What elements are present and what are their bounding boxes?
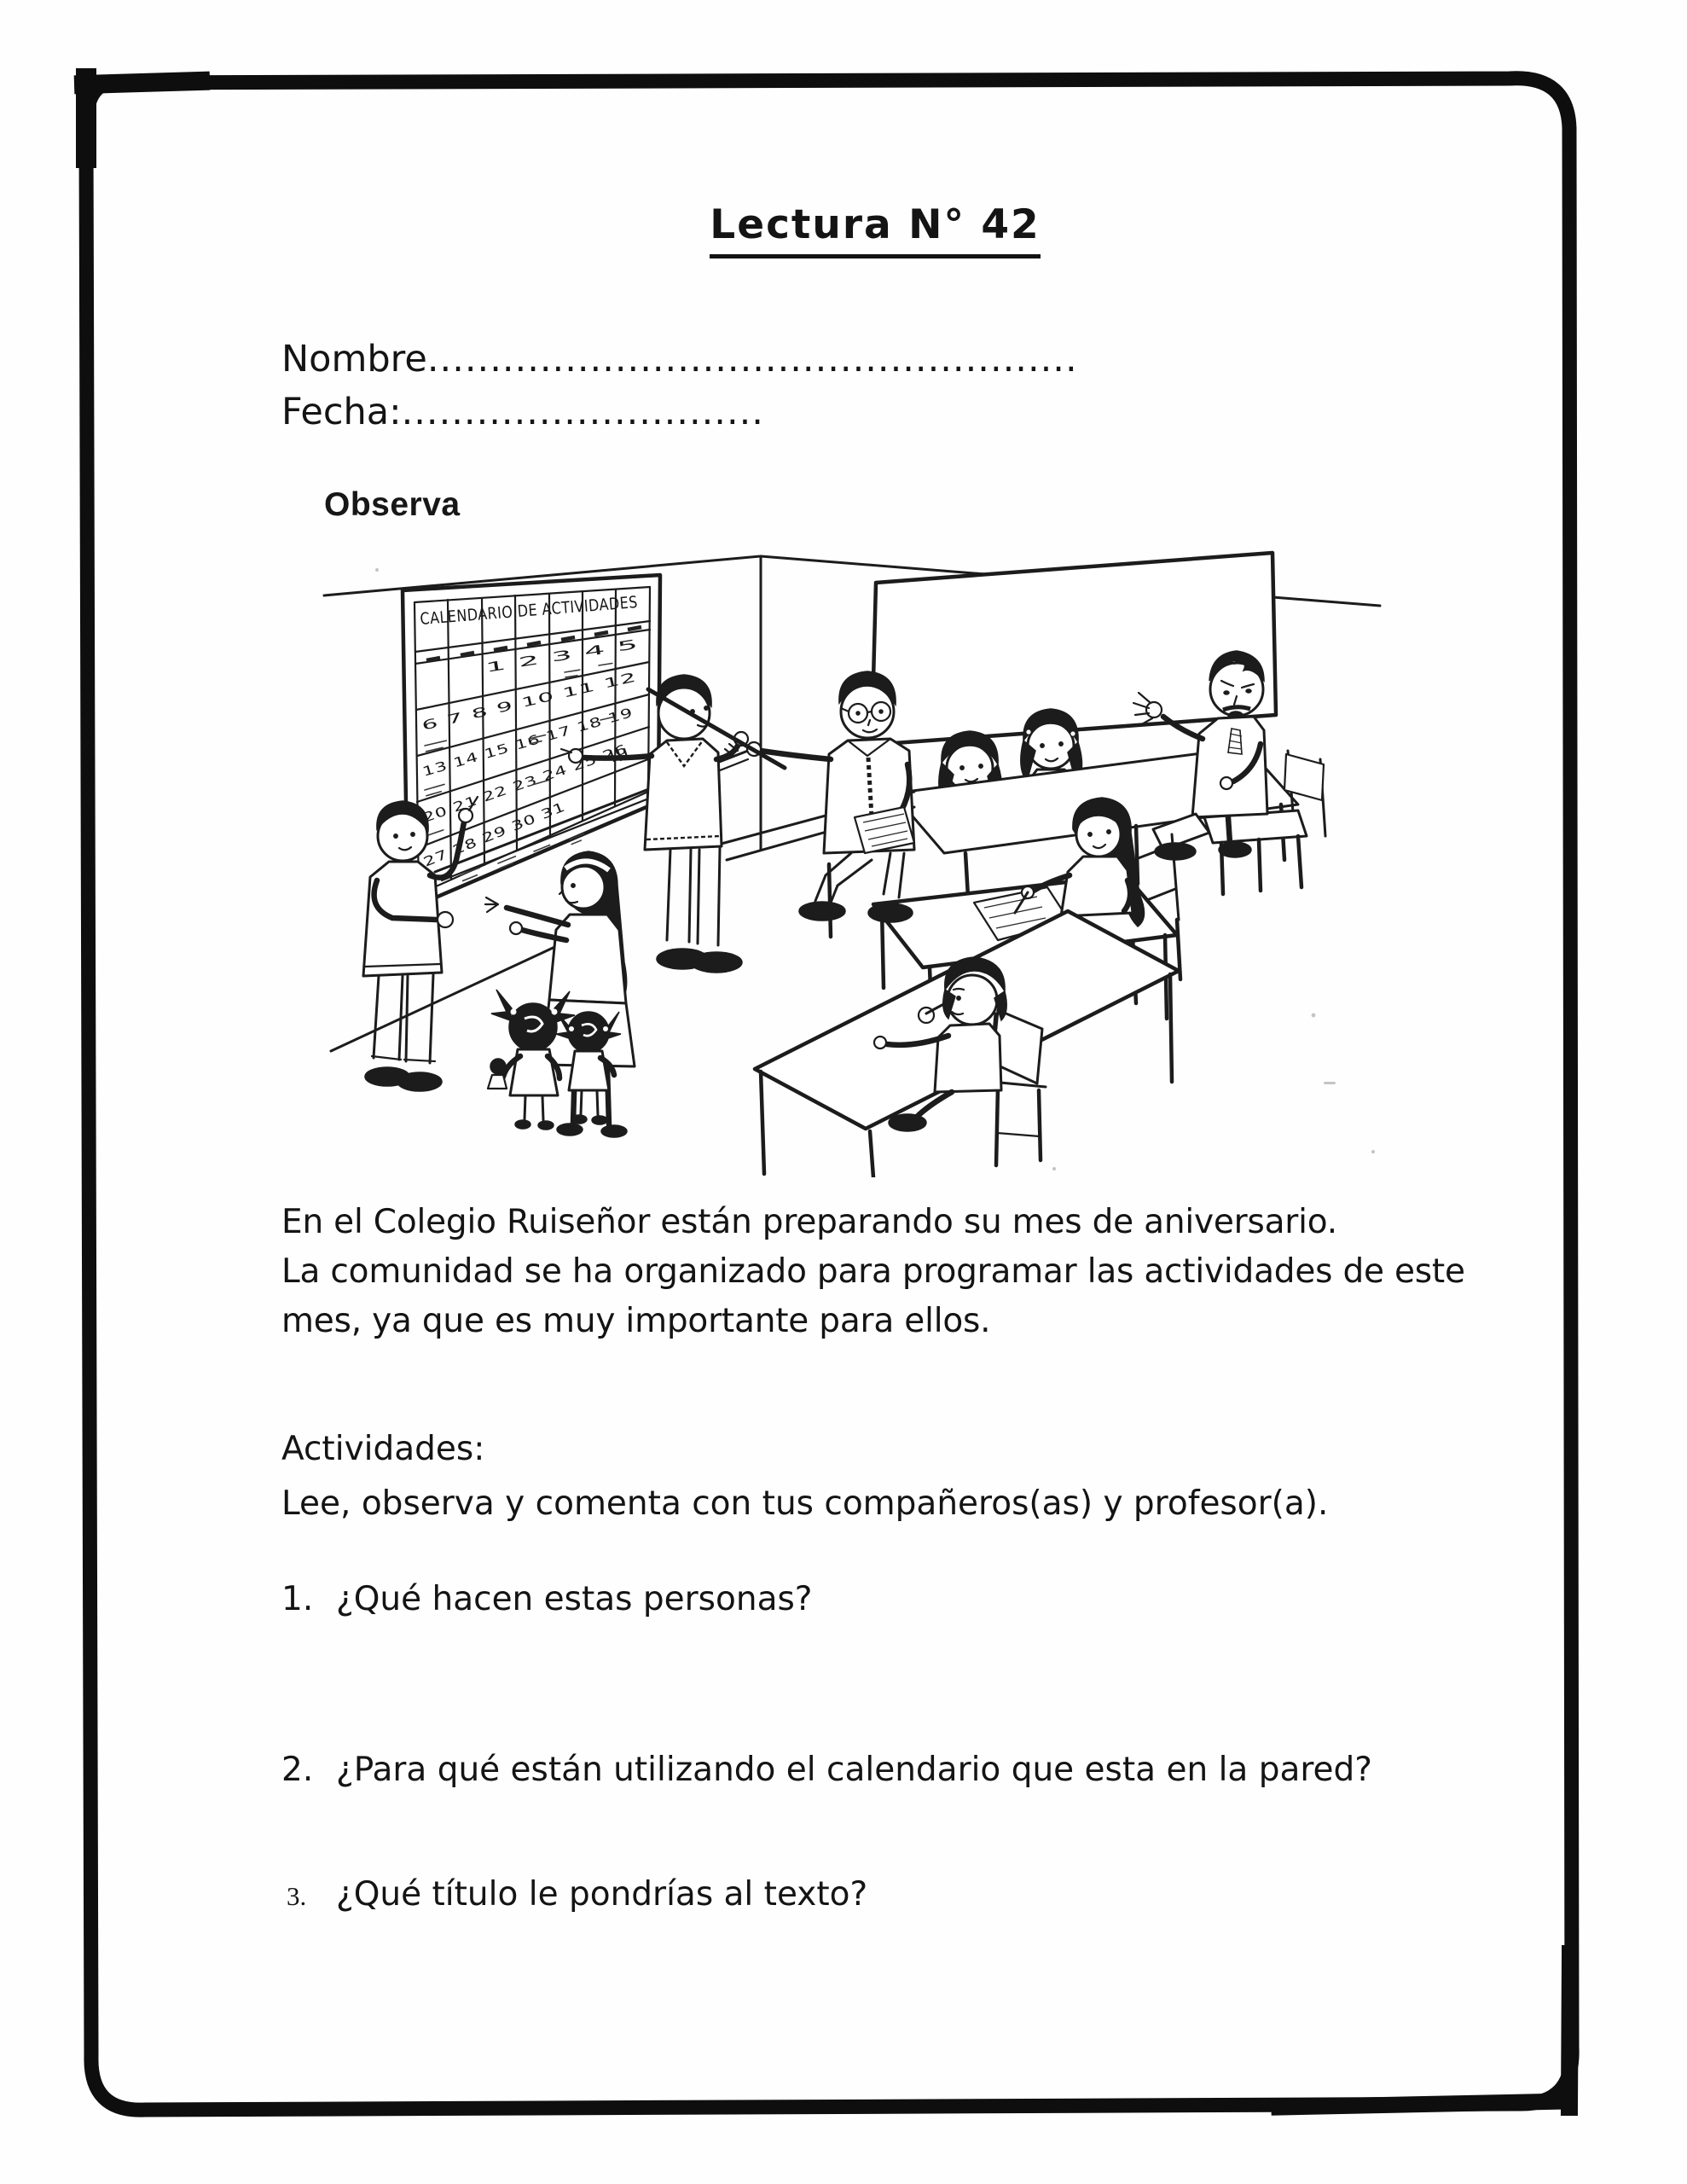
boy-hand	[874, 1037, 886, 1048]
question-1-number: 1.	[281, 1580, 314, 1618]
left-man-shoe	[397, 1072, 442, 1091]
left-man-fist	[438, 912, 453, 927]
page-title-text: Lectura N° 42	[710, 201, 1040, 258]
seated-woman-body	[1061, 857, 1133, 916]
mother-shoe	[557, 1124, 583, 1136]
mother-open-hand	[485, 897, 498, 912]
girl2-hair-tie	[1026, 729, 1031, 735]
calendar-week-2: 6 7 8 9 10 11 12	[420, 693, 534, 734]
left-man-pointing-hand	[459, 809, 472, 822]
doll-head	[490, 1059, 506, 1074]
teacher-shoe	[868, 903, 913, 922]
elder-raised-hand	[1146, 702, 1162, 717]
calendar-title: CALENDARIO DE ACTIVIDADES	[419, 590, 679, 629]
elder-shoe	[1155, 843, 1196, 860]
activities-instruction: Lee, observa y comenta con tus compañeros(as) y profesor(a).	[281, 1484, 1329, 1523]
date-field-line	[281, 386, 1078, 439]
question-3	[287, 1875, 867, 1914]
question-3-text: ¿Qué título le pondrías al texto?	[336, 1875, 868, 1914]
girl2-hair-tie	[1070, 731, 1075, 736]
vest-man-shoe	[691, 952, 742, 973]
elder-body	[1192, 717, 1267, 817]
classroom-illustration	[317, 536, 1385, 1177]
toddler1-hair	[509, 1003, 557, 1051]
mother-shoe	[601, 1125, 627, 1137]
question-1-text: ¿Qué hacen estas personas?	[336, 1580, 813, 1618]
frame-corner-overshoot-top	[84, 81, 200, 84]
toddler2-hair	[568, 1012, 609, 1053]
calendar-week-4: 20 21 22 23 24 25 26	[420, 763, 565, 826]
toddler1-pigtail	[491, 990, 512, 1020]
boy-face	[948, 975, 997, 1025]
elder-shoe	[1219, 842, 1251, 857]
name-field-line	[281, 333, 1078, 386]
paragraph-line: En el Colegio Ruiseñor están preparando su mes de aniversario.	[281, 1203, 1337, 1241]
calendar-week-5: 27 28 29 30 31	[420, 816, 524, 870]
question-2	[281, 1751, 1372, 1789]
name-label: Nombre	[281, 338, 427, 380]
calendar-week-1: 1 2 3 4 5	[484, 651, 548, 676]
left-man-figure	[363, 797, 478, 1091]
date-label: Fecha:	[281, 391, 402, 433]
name-dotted-line: ....................................................	[426, 338, 1078, 380]
vest-man-body	[645, 739, 722, 850]
mother-figure	[485, 851, 635, 1137]
teacher-shoe	[799, 902, 845, 921]
question-2-number: 2.	[281, 1751, 314, 1789]
question-3-number: 3.	[287, 1881, 307, 1911]
whiteboard	[872, 553, 1276, 745]
date-dotted-line: .............................	[401, 391, 764, 433]
boy-body	[935, 1024, 1001, 1092]
header-fields	[281, 333, 1078, 439]
vest-man-pointing-hand	[569, 749, 583, 763]
page-title	[281, 201, 1469, 248]
activities-heading: Actividades:	[281, 1430, 485, 1468]
question-2-text: ¿Para qué están utilizando el calendario que esta en la pared?	[336, 1751, 1372, 1789]
paragraph-line: La comunidad se ha organizado para programar las actividades de este	[281, 1252, 1465, 1291]
boy-shoe	[889, 1114, 926, 1131]
frame-corner-overshoot-br	[1569, 1954, 1570, 2107]
question-1	[281, 1580, 813, 1618]
reading-paragraph	[281, 1198, 1465, 1346]
paragraph-line: mes, ya que es muy importante para ellos.	[281, 1302, 991, 1340]
mother-body	[549, 915, 626, 1003]
observe-heading: Observa	[324, 486, 461, 523]
frame-corner-overshoot-bottom	[1279, 2101, 1568, 2107]
calendar-week-3: 13 14 15 16 17 18 19	[420, 724, 566, 780]
doll-body	[488, 1075, 507, 1089]
